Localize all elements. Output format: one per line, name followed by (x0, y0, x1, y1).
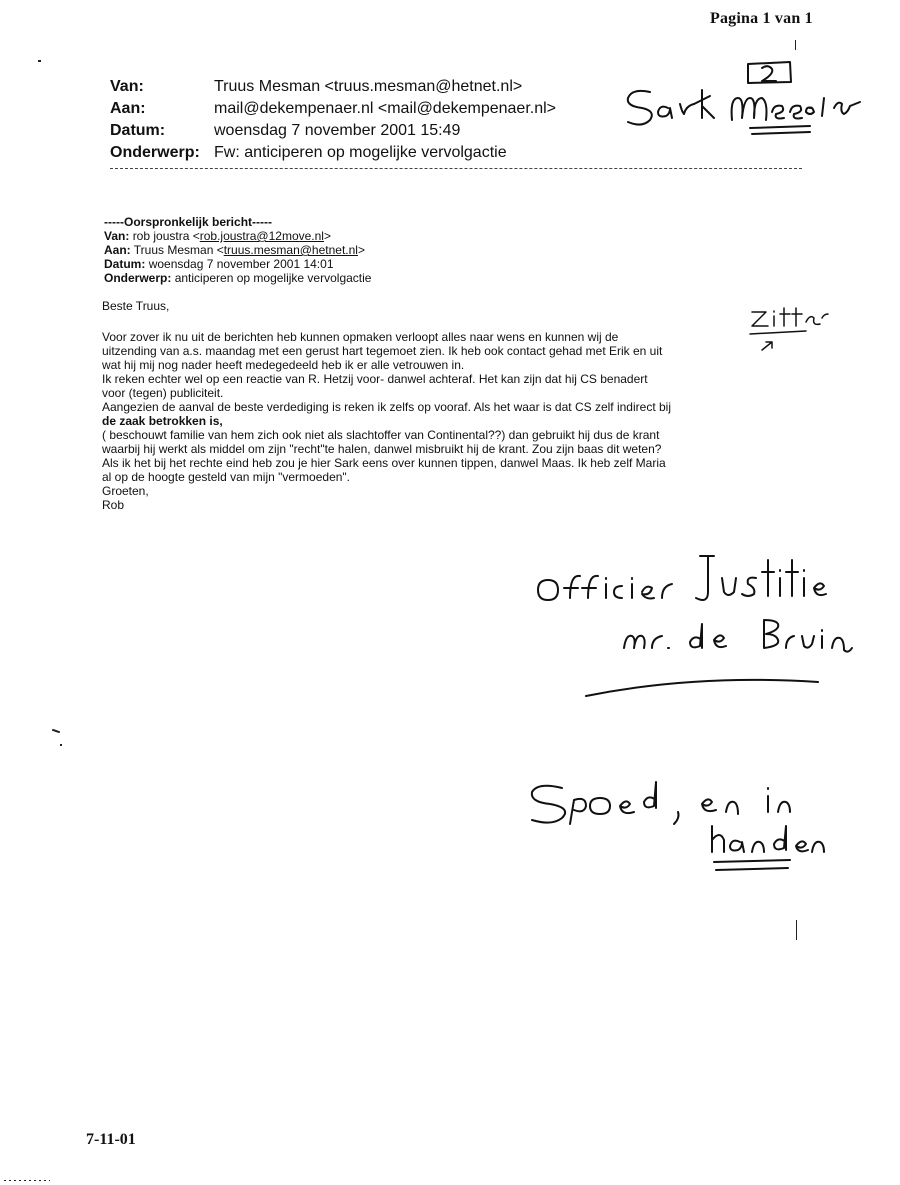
body-line: uitzending van a.s. maandag met een gerust hart tegemoet zien. Ik heb ook contact gehad met Erik en uit (102, 344, 663, 358)
body-line: wat hij mij nog nader heeft medegedeeld heb ik er alle vetrouwen in. (102, 358, 465, 372)
body-line: Groeten, (102, 484, 149, 498)
scan-speck (796, 920, 797, 940)
boxed-number-2 (748, 62, 791, 83)
forwarded-to: Aan: Truus Mesman <truus.mesman@hetnet.nl> (104, 243, 365, 257)
body-line: voor (tegen) publiciteit. (102, 386, 224, 400)
handwritten-side-note (750, 308, 828, 350)
body-line: ( beschouwt familie van hem zich ook niet als slachtoffer van Continental??) dan gebruikt hij dus de krant (102, 428, 660, 442)
subject-label: Onderwerp: (110, 144, 200, 161)
body-line: Rob (102, 498, 125, 512)
date-value: woensdag 7 november 2001 15:49 (214, 122, 461, 139)
handwritten-note-line2 (586, 620, 852, 696)
handwritten-note-line1 (538, 556, 826, 600)
page-number: Pagina 1 van 1 (710, 10, 813, 27)
forwarded-subject: Onderwerp: anticiperen op mogelijke vervolgactie (104, 271, 372, 285)
from-value: Truus Mesman <truus.mesman@hetnet.nl> (214, 78, 523, 95)
body-line: Als ik het bij het rechte eind heb zou je hier Sark eens over kunnen tippen, danwel Maas. Ik heb zelf Maria (102, 456, 666, 470)
forwarded-from: Van: rob joustra <rob.joustra@12move.nl> (104, 229, 331, 243)
handwritten-note-line4 (712, 826, 824, 870)
handwritten-name-top (628, 90, 860, 134)
body-line: Ik reken echter wel op een reactie van R. Hetzij voor- danwel achteraf. Het kan zijn dat hij CS benadert (102, 372, 648, 386)
from-label: Van: (110, 78, 144, 95)
handwritten-note-line3 (532, 782, 790, 824)
forwarded-title: -----Oorspronkelijk bericht----- (104, 215, 272, 229)
to-label: Aan: (110, 100, 146, 117)
scan-speck (4, 1180, 50, 1181)
scan-speck (60, 744, 62, 746)
footer-date: 7-11-01 (86, 1131, 136, 1148)
forwarded-date: Datum: woensdag 7 november 2001 14:01 (104, 257, 334, 271)
body-line: de zaak betrokken is, (102, 414, 223, 428)
date-label: Datum: (110, 122, 166, 139)
body-line: waarbij hij werkt als middel om zijn "recht"te halen, danwel misbruikt hij de krant. Zou zijn baas dit weten? (102, 442, 662, 456)
subject-value: Fw: anticiperen op mogelijke vervolgactie (214, 144, 507, 161)
scan-speck (795, 40, 796, 50)
scan-speck (38, 60, 41, 62)
forwarded-from-email[interactable]: rob.joustra@12move.nl (199, 229, 324, 243)
body-line: al op de hoogte gesteld van mijn "vermoeden". (102, 470, 351, 484)
greeting: Beste Truus, (102, 299, 170, 313)
to-value: mail@dekempenaer.nl <mail@dekempenaer.nl> (214, 100, 557, 117)
body-line: Aangezien de aanval de beste verdediging is reken ik zelfs op vooraf. Als het waar is dat CS zelf indirect bij (102, 400, 671, 414)
body-line: Voor zover ik nu uit de berichten heb kunnen opmaken verloopt alles naar wens en kunnen wij de (102, 330, 619, 344)
forwarded-to-email[interactable]: truus.mesman@hetnet.nl (223, 243, 358, 257)
